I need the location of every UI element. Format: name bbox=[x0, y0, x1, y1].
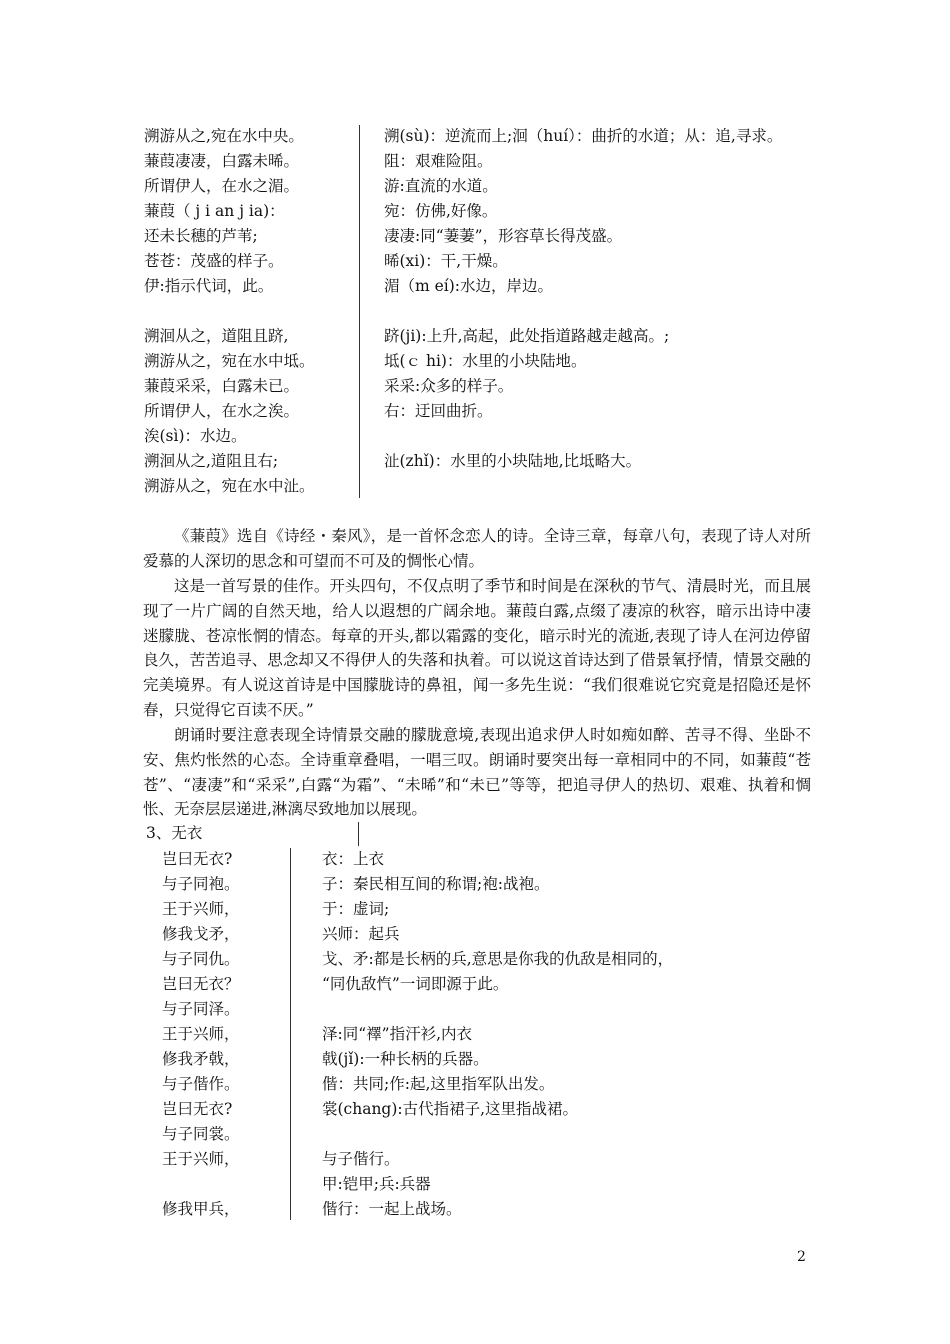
text-line: 游:直流的水道。 bbox=[384, 177, 498, 195]
text-line: 所谓伊人，在水之湄。 bbox=[144, 177, 300, 195]
paragraph-intro: 《蒹葭》选自《诗经・秦风》，是一首怀念恋人的诗。全诗三章，每章八句，表现了诗人对所爱慕的人深切的思念和可望而不可及的惆怅心情。 bbox=[143, 527, 811, 570]
text-line: 王于兴师， bbox=[162, 900, 240, 918]
text-line: 蒹葭采采，白露未已。 bbox=[144, 377, 300, 395]
text-line: 岂曰无衣? bbox=[162, 850, 233, 868]
text-line: 修我戈矛， bbox=[162, 925, 240, 943]
text-line: 岂曰无衣? bbox=[162, 1100, 233, 1118]
text-line: 溯游从之，宛在水中坻。 bbox=[144, 352, 315, 370]
text-line: 王于兴师， bbox=[162, 1150, 240, 1168]
text-line: 与子同裳。 bbox=[162, 1125, 240, 1143]
text-line: 苍苍：茂盛的样子。 bbox=[144, 252, 284, 270]
text-line: 戟(jǐ):一种长柄的兵器。 bbox=[322, 1050, 489, 1068]
text-line: 涘(sì)：水边。 bbox=[144, 427, 247, 445]
heading-divider bbox=[358, 822, 359, 846]
page-number: 2 bbox=[797, 1249, 806, 1265]
text-line: 蒹葭凄凄，白露未晞。 bbox=[144, 152, 300, 170]
text-line: 与子偕行。 bbox=[322, 1150, 400, 1168]
text-line: 偕：共同;作:起,这里指军队出发。 bbox=[322, 1075, 555, 1093]
text-line: 修我矛戟， bbox=[162, 1050, 240, 1068]
text-line: 于：虚词; bbox=[322, 900, 390, 918]
text-line: “同仇敌忾”一词即源于此。 bbox=[322, 975, 509, 993]
text-line: 阻：艰难险阻。 bbox=[384, 152, 493, 170]
text-line: 右：迂回曲折。 bbox=[384, 402, 493, 420]
text-line: 宛：仿佛,好像。 bbox=[384, 202, 498, 220]
text-line: 晞(xi)：干,干燥。 bbox=[384, 252, 508, 270]
text-line: 溯游从之,宛在水中央。 bbox=[144, 127, 304, 145]
text-line: 裳(chang):古代指裙子,这里指战裙。 bbox=[322, 1100, 579, 1118]
text-line: 坻(ｃ hi)：水里的小块陆地。 bbox=[384, 352, 587, 370]
text-line: 蒹葭（ j i an j ia)： bbox=[144, 202, 285, 220]
text-line: 偕行：一起上战场。 bbox=[322, 1200, 462, 1218]
section-heading: 3、无衣 bbox=[146, 824, 203, 842]
text-line: 兴师：起兵 bbox=[322, 925, 400, 943]
text-line: 凄凄:同“萋萋”，形容草长得茂盛。 bbox=[384, 227, 623, 245]
text-line: 溯(sù)：逆流而上;洄（huí）：曲折的水道；从：追,寻求。 bbox=[384, 127, 783, 145]
text-line: 子：秦民相互间的称谓;袍:战袍。 bbox=[322, 875, 550, 893]
text-line: 溯游从之，宛在水中沚。 bbox=[144, 477, 315, 495]
column-divider bbox=[359, 125, 360, 498]
paragraph-analysis: 这是一首写景的佳作。开头四句，不仅点明了季节和时间是在深秋的节气、清晨时光，而且展现了一片广阔的自然天地，给人以遐想的广阔余地。蒹葭白露,点缀了凄凉的秋容，暗示出诗中凄迷朦胧、苍凉怅惘的情态。每章的开头,都以霜露的变化，暗示时光的流逝,表现了诗人在河边停留良久，苦苦追寻、思念却又不得伊人的失落和执着。可以说这首诗达到了借景氧抒情，情景交融的完美境界。有人说这首诗是中国朦胧诗的鼻祖，闻一多先生说：“我们很难说它究竟是招隐还是怀春，只觉得它百读不厌。” bbox=[143, 577, 811, 719]
text-line: 湄（m eí):水边，岸边。 bbox=[384, 277, 554, 295]
text-line: 与子同泽。 bbox=[162, 1000, 240, 1018]
text-line: 戈、矛:都是长柄的兵,意思是你我的仇敌是相同的， bbox=[322, 950, 674, 968]
text-line: 沚(zhǐ)：水里的小块陆地,比坻略大。 bbox=[384, 452, 642, 470]
text-line: 溯洄从之，道阻且跻, bbox=[144, 327, 289, 345]
text-line: 与子偕作。 bbox=[162, 1075, 240, 1093]
text-line: 泽:同“襗”指汗衫,内衣 bbox=[322, 1025, 472, 1043]
text-line: 王于兴师， bbox=[162, 1025, 240, 1043]
column-divider bbox=[290, 848, 291, 1220]
text-line: 岂曰无衣？ bbox=[162, 975, 240, 993]
text-line: 跻(ji):上升,高起，此处指道路越走越高。; bbox=[384, 327, 670, 345]
text-line: 衣：上衣 bbox=[322, 850, 385, 868]
text-line: 溯洄从之,道阻且右; bbox=[144, 452, 279, 470]
text-line: 采采:众多的样子。 bbox=[384, 377, 514, 395]
text-line: 还未长穗的芦苇; bbox=[144, 227, 258, 245]
text-line: 伊:指示代词，此。 bbox=[144, 277, 274, 295]
text-line: 甲:铠甲;兵:兵器 bbox=[322, 1175, 431, 1193]
paragraph-recitation: 朗诵时要注意表现全诗情景交融的朦胧意境,表现出追求伊人时如痴如醉、苦寻不得、坐卧不安、焦灼怅然的心态。全诗重章叠唱，一唱三叹。朗诵时要突出每一章相同中的不同，如蒹葭“苍苍”、“凄凄”和“采采”,白露“为霜”、“未晞”和“未已”等等，把追寻伊人的热切、艰难、执着和惆怅、无奈层层递进,淋漓尽致地加以展现。 bbox=[143, 726, 811, 819]
text-line: 修我甲兵， bbox=[162, 1200, 240, 1218]
text-line: 与子同袍。 bbox=[162, 875, 240, 893]
text-line: 所谓伊人，在水之涘。 bbox=[144, 402, 300, 420]
text-line: 与子同仇。 bbox=[162, 950, 240, 968]
